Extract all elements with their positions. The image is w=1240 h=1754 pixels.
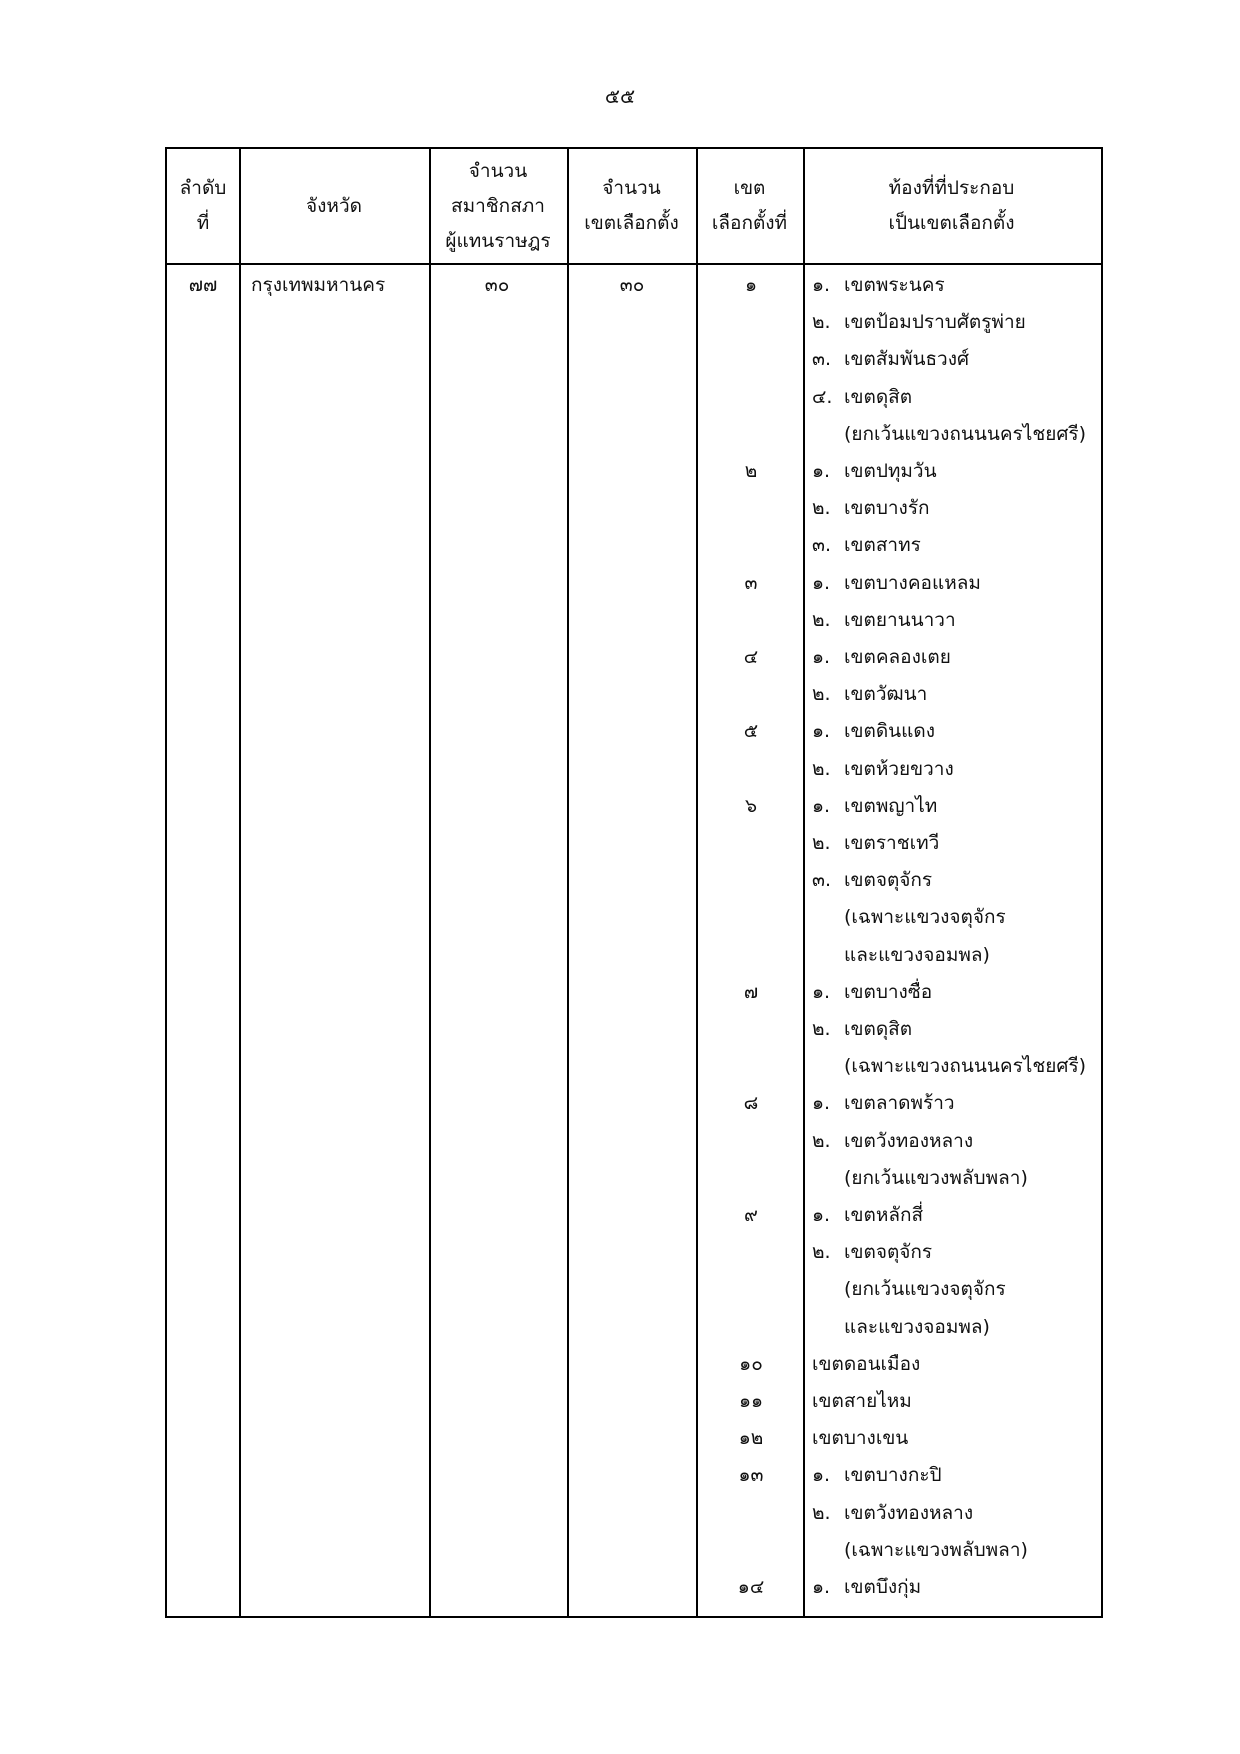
district-no-cell: ๒ <box>744 460 758 482</box>
area-cell <box>812 1234 1102 1271</box>
district-no-cell: ๑๑ <box>738 1390 764 1412</box>
table-row <box>167 974 1101 1011</box>
table-row <box>167 937 1101 974</box>
area-cell <box>812 825 1102 862</box>
area-cell <box>812 1309 1134 1346</box>
area-cell <box>812 1346 1102 1383</box>
district-no-cell: ๑๐ <box>739 1352 763 1375</box>
table-row <box>167 639 1101 676</box>
area-cell <box>812 304 1102 341</box>
area-cell <box>812 527 1102 564</box>
area-cell <box>812 937 1134 974</box>
area-text: (เฉพาะแขวงพลับพลา) <box>844 1538 1028 1561</box>
district-no-cell: ๓ <box>744 571 758 594</box>
item-number: ๓. <box>812 534 832 557</box>
item-number: ๓. <box>812 348 832 371</box>
area-cell <box>812 267 1102 304</box>
item-number: ๔. <box>812 385 833 408</box>
page-number: ๕๕ <box>604 84 636 108</box>
table-row <box>167 1495 1101 1532</box>
area-cell <box>812 565 1102 602</box>
area-text: เขตจตุจักร <box>844 1241 933 1264</box>
area-cell <box>812 639 1102 676</box>
header-order-line: ที่ <box>196 212 210 234</box>
table-row <box>167 341 1101 378</box>
table-row <box>167 527 1101 564</box>
item-number: ๑. <box>812 460 831 482</box>
item-number: ๑. <box>812 1092 831 1115</box>
header-members-line: ผู้แทนราษฎร <box>445 229 551 252</box>
area-text: เขตจตุจักร <box>844 869 933 892</box>
table-row <box>167 713 1101 750</box>
area-cell <box>812 676 1102 713</box>
district-no-cell: ๔ <box>743 646 759 668</box>
item-number: ๒. <box>812 832 831 854</box>
item-number: ๑. <box>812 980 831 1003</box>
area-text: เขตวังทองหลาง <box>844 1129 974 1152</box>
area-cell <box>812 602 1102 639</box>
table-row <box>167 1346 1101 1383</box>
header-area-line: ท้องที่ที่ประกอบ <box>888 177 1015 199</box>
table-row <box>167 1085 1101 1122</box>
item-number: ๒. <box>812 1501 831 1524</box>
order-cell: ๗๗ <box>188 274 218 296</box>
table-row <box>167 1383 1101 1420</box>
table-row <box>167 1123 1101 1160</box>
district-no-cell: ๑๓ <box>738 1464 764 1487</box>
area-text: (ยกเว้นแขวงจตุจักร <box>844 1278 1006 1301</box>
area-cell <box>812 1457 1102 1494</box>
table-row <box>167 1569 1101 1606</box>
header-area-line: เป็นเขตเลือกตั้ง <box>888 212 1015 234</box>
header-districts-count <box>567 149 696 263</box>
area-text: เขตสายไหม <box>812 1390 912 1412</box>
province-cell: กรุงเทพมหานคร <box>251 274 386 296</box>
area-text: เขตลาดพร้าว <box>844 1092 955 1115</box>
area-text: เขตบางรัก <box>844 497 930 520</box>
header-divider <box>167 263 1101 265</box>
area-cell <box>812 379 1102 416</box>
item-number: ๑. <box>812 646 831 668</box>
header-province <box>239 149 429 263</box>
item-number: ๑. <box>812 1576 831 1598</box>
area-cell <box>812 788 1102 825</box>
header-order-line: ลำดับ <box>179 177 227 199</box>
district-no-cell: ๕ <box>743 720 759 743</box>
area-cell <box>812 713 1102 750</box>
table-row <box>167 1309 1101 1346</box>
table-row <box>167 1532 1101 1569</box>
header-members <box>429 149 567 263</box>
table-row <box>167 1048 1101 1085</box>
header-district-no-line: เลือกตั้งที่ <box>711 212 788 234</box>
header-order <box>167 149 239 263</box>
area-cell <box>812 1085 1102 1122</box>
header-district-no-line: เขต <box>733 177 766 199</box>
district-no-cell: ๑๔ <box>737 1576 765 1598</box>
table-row <box>167 1234 1101 1271</box>
table-row <box>167 1271 1101 1308</box>
table-row <box>167 1160 1101 1197</box>
area-text: เขตวังทองหลาง <box>844 1501 974 1524</box>
area-cell <box>812 1048 1134 1085</box>
item-number: ๒. <box>812 1241 831 1264</box>
area-cell <box>812 1123 1102 1160</box>
table-row <box>167 602 1101 639</box>
table-row <box>167 899 1101 936</box>
item-number: ๑. <box>812 1464 831 1487</box>
item-number: ๒. <box>812 311 831 334</box>
area-cell <box>812 1271 1134 1308</box>
item-number: ๑. <box>812 571 831 594</box>
district-table <box>165 147 1103 1618</box>
item-number: ๑. <box>812 720 831 743</box>
area-text: เขตดินแดง <box>844 720 936 743</box>
item-number: ๑. <box>812 1204 831 1226</box>
area-text: เขตบึงกุ่ม <box>844 1576 922 1598</box>
item-number: ๒. <box>812 757 831 780</box>
area-cell <box>812 416 1134 453</box>
district-no-cell: ๙ <box>744 1204 758 1226</box>
item-number: ๑. <box>812 274 831 296</box>
area-text: เขตราชเทวี <box>844 832 940 854</box>
area-text: เขตดุสิต <box>844 1018 913 1040</box>
table-row <box>167 676 1101 713</box>
area-text: เขตห้วยขวาง <box>844 757 954 780</box>
header-districts-count-line: จำนวน <box>602 177 661 199</box>
area-text: เขตปทุมวัน <box>844 460 937 482</box>
header-members-line: จำนวน <box>468 159 528 182</box>
area-text: เขตบางซื่อ <box>844 980 933 1003</box>
area-text: เขตดุสิต <box>844 385 913 408</box>
area-text: เขตหลักสี่ <box>844 1204 924 1226</box>
district-no-cell: ๖ <box>744 794 758 817</box>
district-no-cell: ๘ <box>743 1092 759 1115</box>
table-row <box>167 1011 1101 1048</box>
area-text: (ยกเว้นแขวงพลับพลา) <box>844 1166 1028 1189</box>
area-text: เขตยานนาวา <box>844 608 956 631</box>
districts-count-cell: ๓๐ <box>619 274 645 296</box>
members-cell: ๓๐ <box>484 274 510 296</box>
area-text: เขตดอนเมือง <box>812 1352 921 1375</box>
area-text: (ยกเว้นแขวงถนนนครไชยศรี) <box>844 422 1087 445</box>
item-number: ๒. <box>812 1018 831 1040</box>
area-text: และแขวงจอมพล) <box>844 943 990 966</box>
area-cell <box>812 1420 1102 1457</box>
header-members-line: สมาชิกสภา <box>451 194 545 217</box>
area-text: และแขวงจอมพล) <box>844 1315 990 1338</box>
table-row <box>167 1197 1101 1234</box>
item-number: ๓. <box>812 869 832 892</box>
district-no-cell: ๗ <box>743 980 759 1003</box>
area-text: เขตพญาไท <box>844 794 938 817</box>
area-text: (เฉพาะแขวงถนนนครไชยศรี) <box>844 1055 1087 1078</box>
area-cell <box>812 974 1102 1011</box>
area-cell <box>812 453 1102 490</box>
table-row <box>167 416 1101 453</box>
table-row <box>167 788 1101 825</box>
table-row <box>167 1457 1101 1494</box>
area-cell <box>812 490 1102 527</box>
area-cell <box>812 1495 1102 1532</box>
header-district-no <box>696 149 803 263</box>
area-cell <box>812 1532 1134 1569</box>
area-cell <box>812 1197 1102 1234</box>
table-row <box>167 751 1101 788</box>
table-row <box>167 267 1101 304</box>
area-cell <box>812 1011 1102 1048</box>
table-row <box>167 1420 1101 1457</box>
area-text: (เฉพาะแขวงจตุจักร <box>844 906 1006 929</box>
area-cell <box>812 862 1102 899</box>
table-row <box>167 453 1101 490</box>
item-number: ๒. <box>812 1129 831 1152</box>
area-text: เขตคลองเตย <box>844 646 951 668</box>
table-row <box>167 490 1101 527</box>
area-text: เขตสัมพันธวงศ์ <box>844 348 970 371</box>
area-text: เขตพระนคร <box>844 274 945 296</box>
item-number: ๒. <box>812 683 831 706</box>
area-cell <box>812 899 1134 936</box>
table-row <box>167 565 1101 602</box>
area-text: เขตบางกะปิ <box>844 1464 942 1487</box>
area-text: เขตสาทร <box>844 534 921 557</box>
area-text: เขตบางคอแหลม <box>844 571 981 594</box>
header-province-line: จังหวัด <box>306 194 362 217</box>
item-number: ๑. <box>812 794 831 817</box>
area-cell <box>812 1160 1134 1197</box>
district-no-cell: ๑ <box>744 274 758 296</box>
table-row <box>167 862 1101 899</box>
area-cell <box>812 1569 1102 1606</box>
area-cell <box>812 1383 1102 1420</box>
area-text: เขตป้อมปราบศัตรูพ่าย <box>844 311 1026 334</box>
district-no-cell: ๑๒ <box>738 1427 764 1450</box>
item-number: ๒. <box>812 497 831 520</box>
header-districts-count-line: เขตเลือกตั้ง <box>584 212 679 234</box>
item-number: ๒. <box>812 608 831 631</box>
area-text: เขตวัฒนา <box>844 683 928 706</box>
header-area <box>803 149 1100 263</box>
table-row <box>167 304 1101 341</box>
area-cell <box>812 751 1102 788</box>
area-cell <box>812 341 1102 378</box>
table-row <box>167 825 1101 862</box>
area-text: เขตบางเขน <box>812 1427 909 1450</box>
table-row <box>167 379 1101 416</box>
